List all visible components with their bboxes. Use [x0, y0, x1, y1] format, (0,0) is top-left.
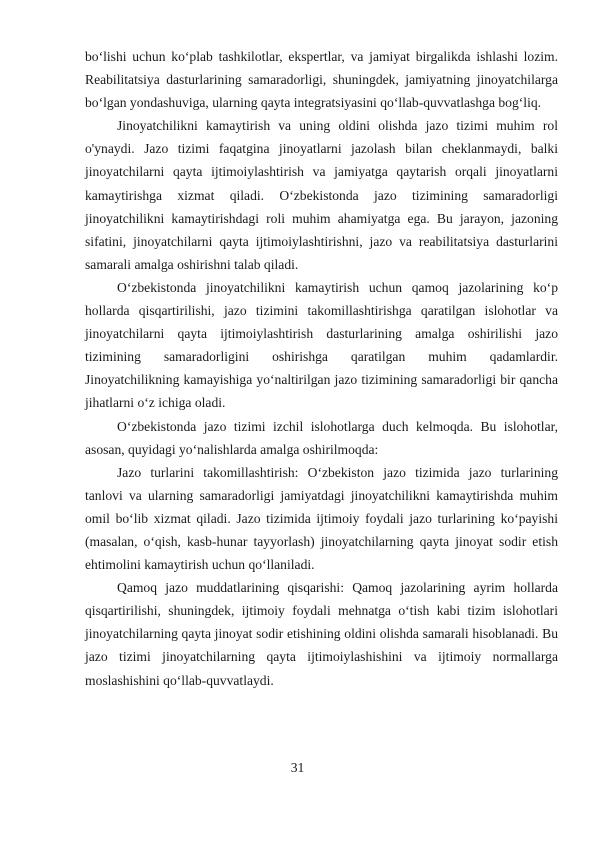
document-body	[85, 45, 558, 692]
paragraph: Qamoq jazo muddatlarining qisqarishi: Qamoq jazolarining ayrim hollarda qisqartirilishi, shuningdek, ijtimoiy foydali mehnatga o‘tish kabi tizim islohotlari jinoyatchilarning qayta jinoyat sodir etishining oldini olishda samarali hisoblanadi. Bu jazo tizimi jinoyatchilarning qayta ijtimoiylashishini va ijtimoiy normallarga moslashishini qo‘llab-quvvatlaydi.	[85, 580, 558, 688]
paragraph: Jazo turlarini takomillashtirish: O‘zbekiston jazo tizimida jazo turlarining tanlovi va ularning samaradorligi jamiyatdagi jinoyatchilikni kamaytirishda muhim omil bo‘lib xizmat qiladi. Jazo tizimida ijtimoiy foydali jazo turlarining ko‘payishi (masalan, o‘qish, kasb-hunar tayyorlash) jinoyatchilarning qayta jinoyat sodir etish ehtimolini kamaytirish uchun qo‘llaniladi.	[85, 464, 558, 573]
paragraph: O‘zbekistonda jinoyatchilikni kamaytirish uchun qamoq jazolarining ko‘p hollarda qisqartirilishi, jazo tizimini takomillashtirishga qaratilgan islohotlar va jinoyatchilarni qayta ijtimoiylashtirish dasturlarining amalga oshirilishi jazo tizimining samaradorligini oshirishga qaratilgan muhim qadamlardir. Jinoyatchilikning kamayishiga yo‘naltirilgan jazo tizimining samaradorligi bir qancha jihatlarni o‘z ichiga oladi.	[85, 279, 558, 411]
paragraph: Jinoyatchilikni kamaytirish va uning oldini olishda jazo tizimi muhim rol o'ynaydi. Jazo tizimi faqatgina jinoyatlarni jazolash bilan cheklanmaydi, balki jinoyatchilarni qayta ijtimoiylashtirish va jamiyatga qaytarish orqali jinoyatlarni kamaytirishga xizmat qiladi. O‘zbekistonda jazo tizimining samaradorligi jinoyatchilikni kamaytirishdagi roli muhim ahamiyatga ega. Bu jarayon, jazoning sifatini, jinoyatchilarni qayta ijtimoiylashtirishni, jazo va reabilitatsiya dasturlarini samarali amalga oshirishni talab qiladi.	[85, 118, 558, 272]
paragraph-continuation: bo‘lishi uchun ko‘plab tashkilotlar, ekspertlar, va jamiyat birgalikda ishlashi lozim. Reabilitatsiya dasturlarining samaradorligi, shuningdek, jamiyatning jinoyatchilarga bo‘lgan yondashuviga, ularning qayta integratsiyasini qo‘llab-quvvatlashga bog‘liq.	[85, 49, 558, 111]
page-number: 31	[290, 760, 305, 775]
paragraph: O‘zbekistonda jazo tizimi izchil islohotlarga duch kelmoqda. Bu islohotlar, asosan, quyidagi yo‘nalishlarda amalga oshirilmoqda:	[85, 418, 558, 457]
